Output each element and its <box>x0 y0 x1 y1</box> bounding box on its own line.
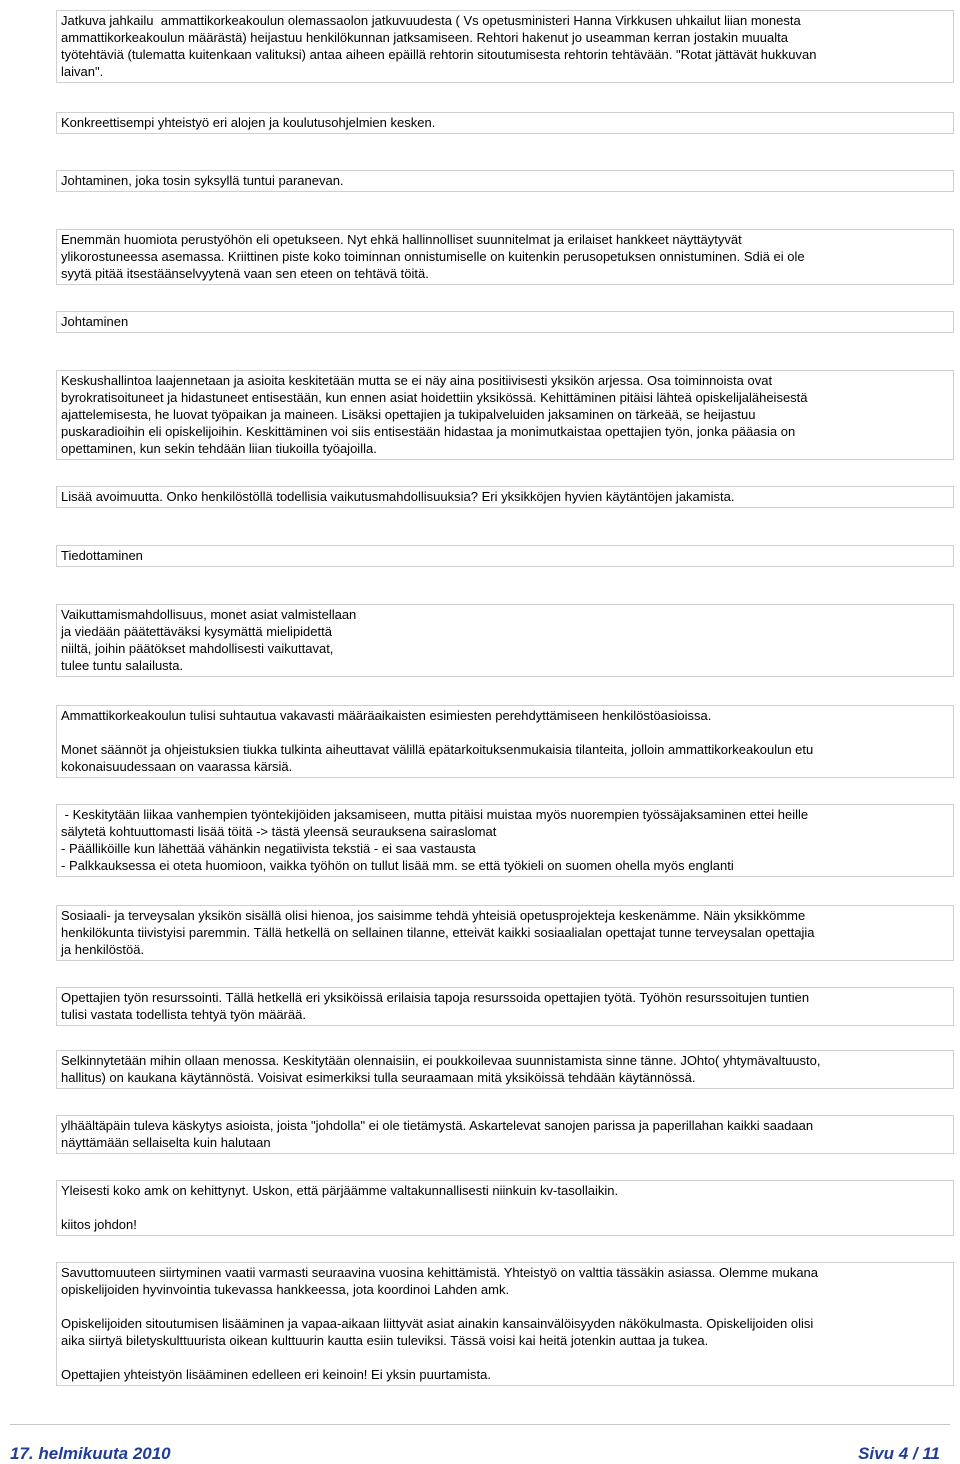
comment-line: henkilökunta tiivistyisi paremmin. Tällä hetkellä on sellainen tilanne, etteivät kaikki sosiaalialan opettajat tunne terveysalan opettajia <box>61 925 815 940</box>
comment-line: Enemmän huomiota perustyöhön eli opetukseen. Nyt ehkä hallinnolliset suunnitelmat ja erilaiset hankkeet näyttäytyvät <box>61 232 742 247</box>
comment-line: Selkinnytetään mihin ollaan menossa. Keskitytään olennaisiin, ei poukkoilevaa suunnistamista sinne tänne. JOhto( yhtymävaltuusto, <box>61 1053 821 1068</box>
comment-block <box>56 545 954 567</box>
comment-line <box>61 1298 949 1315</box>
comment-block <box>56 987 954 1026</box>
comment-line: ja viedään päätettäväksi kysymättä mielipidettä <box>61 624 332 639</box>
comment-block <box>56 1115 954 1154</box>
comment-line <box>61 1199 949 1216</box>
comment-line: Monet säännöt ja ohjeistuksien tiukka tulkinta aiheuttavat välillä epätarkoituksenmukaisia tilanteita, jolloin ammattikorkeakoulun etu <box>61 742 814 757</box>
comment-line: byrokratisoituneet ja hidastuneet entisestään, kun ennen asiat hoidettiin yksikössä. Kehittäminen pitäisi lähteä opiskelijaläheisestä <box>61 390 808 405</box>
comment-block <box>56 705 954 778</box>
comment-block <box>56 1050 954 1089</box>
comment-line: Johtaminen, joka tosin syksyllä tuntui paranevan. <box>61 173 344 188</box>
comment-block <box>56 370 954 460</box>
comment-line: ammattikorkeakoulun määrästä) heijastuu henkilökunnan jatksamiseen. Rehtori hakenut jo useamman kerran jostakin muualta <box>61 30 788 45</box>
comment-line: - Päälliköille kun lähettää vähänkin negatiivista tekstiä - ei saa vastausta <box>61 841 476 856</box>
comment-block <box>56 311 954 333</box>
comment-block <box>56 10 954 83</box>
comment-line: Ammattikorkeakoulun tulisi suhtautua vakavasti määräaikaisten esimiesten perehdyttämiseen henkilöstöasioissa. <box>61 708 712 723</box>
comment-line: niiltä, joihin päätökset mahdollisesti vaikuttavat, <box>61 641 334 656</box>
comment-line: Konkreettisempi yhteistyö eri alojen ja koulutusohjelmien kesken. <box>61 115 436 130</box>
comment-block <box>56 170 954 192</box>
comment-line: opiskelijoiden hyvinvointia tukevassa hankkeessa, jota koordinoi Lahden amk. <box>61 1282 510 1297</box>
comment-line: Lisää avoimuutta. Onko henkilöstöllä todellisia vaikutusmahdollisuuksia? Eri yksikköjen hyvien käytäntöjen jakamista. <box>61 489 735 504</box>
comment-block <box>56 486 954 508</box>
comment-line: aika siirtyä biletyskulttuurista oikean kulttuurin kautta esiin tuleviksi. Tässä voisi kai heitä jotenkin auttaa ja tukea. <box>61 1333 709 1348</box>
comment-line: tulee tuntu salailusta. <box>61 658 184 673</box>
comment-block <box>56 229 954 285</box>
comment-line: ja henkilöstöä. <box>61 942 145 957</box>
comment-block <box>56 1262 954 1386</box>
footer-date: 17. helmikuuta 2010 <box>10 1444 171 1463</box>
comment-line: kokonaisuudessaan on vaarassa kärsiä. <box>61 759 293 774</box>
comment-line: Opettajien työn resurssointi. Tällä hetkellä eri yksiköissä erilaisia tapoja resurssoida opettajien työtä. Työhön resurssoitujen tuntien <box>61 990 810 1005</box>
comment-block <box>56 604 954 677</box>
comment-line: puskaradioihin eli opiskelijoihin. Keskittäminen voi siis entisestään hidastaa ja monimutkaistaa opettajien työn, jonka pääasia on <box>61 424 796 439</box>
comment-line: laivan". <box>61 64 104 79</box>
comment-line: Opiskelijoiden sitoutumisen lisääminen ja vapaa-aikaan liittyvät asiat ainakin kansainvälöisyyden näkökulmasta. Opiskelijoiden olisi <box>61 1316 814 1331</box>
comment-line: ylhäältäpäin tuleva käskytys asioista, joista "johdolla" ei ole tietämystä. Askartelevat sanojen parissa ja paperillahan kaikki saadaan <box>61 1118 814 1133</box>
comment-line: työtehtäviä (tulematta kuitenkaan valituksi) antaa aiheen epäillä rehtorin sitoutumisesta rehtorin tehtävään. "Rotat jättävät hukkuvan <box>61 47 817 62</box>
comment-line: näyttämään sellaiselta kuin halutaan <box>61 1135 271 1150</box>
comment-line: ajattelemisesta, he luovat työpaikan ja maineen. Lisäksi opettajien ja tukipalveluiden jaksaminen on tärkeää, se heijastuu <box>61 407 756 422</box>
comment-line: tulisi vastata todellista tehtyä työn määrää. <box>61 1007 306 1022</box>
footer-divider <box>10 1424 950 1425</box>
comment-line: - Keskitytään liikaa vanhempien työntekijöiden jaksamiseen, mutta pitäisi muistaa myös nuorempien työssäjaksaminen ettei heille <box>61 807 809 822</box>
comment-line: Vaikuttamismahdollisuus, monet asiat valmistellaan <box>61 607 357 622</box>
comment-line: Opettajien yhteistyön lisääminen edelleen eri keinoin! Ei yksin puurtamista. <box>61 1367 491 1382</box>
comment-line: Tiedottaminen <box>61 548 143 563</box>
comment-block <box>56 804 954 877</box>
comment-line: ylikorostuneessa asemassa. Kriittinen piste koko toiminnan onnistumiselle on kuitenkin perusopetuksen onnistuminen. Sdiä ei ole <box>61 249 805 264</box>
comment-line: syytä pitää itsestäänselvyytenä vaan sen eteen on tehtävä töitä. <box>61 266 429 281</box>
comment-line: opettaminen, kun sekin tehdään liian tiukoilla työajoilla. <box>61 441 377 456</box>
comment-line: Johtaminen <box>61 314 129 329</box>
comment-line: Sosiaali- ja terveysalan yksikön sisällä olisi hienoa, jos saisimme tehdä yhteisiä opetusprojekteja keskenämme. Näin yksikkömme <box>61 908 806 923</box>
comment-block <box>56 905 954 961</box>
comment-line: Yleisesti koko amk on kehittynyt. Uskon, että pärjäämme valtakunnallisesti niinkuin kv-tasollaikin. <box>61 1183 619 1198</box>
comment-line: Savuttomuuteen siirtyminen vaatii varmasti seuraavina vuosina kehittämistä. Yhteistyö on valttia tässäkin asiassa. Olemme mukana <box>61 1265 819 1280</box>
comment-line: Jatkuva jahkailu ammattikorkeakoulun olemassaolon jatkuvuudesta ( Vs opetusministeri Hanna Virkkusen uhkailut liian monesta <box>61 13 801 28</box>
comment-line <box>61 1349 949 1366</box>
comment-line: kiitos johdon! <box>61 1217 137 1232</box>
comment-line: hallitus) on kaukana käytännöstä. Voisivat esimerkiksi tulla seuraamaan mitä yksiköissä tehdään käytännössä. <box>61 1070 696 1085</box>
comment-block <box>56 112 954 134</box>
comment-line: Keskushallintoa laajennetaan ja asioita keskitetään mutta se ei näy aina positiivisesti yksikön arjessa. Osa toiminnoista ovat <box>61 373 773 388</box>
comment-line <box>61 724 949 741</box>
footer-page-number: Sivu 4 / 11 <box>858 1444 940 1463</box>
comment-block <box>56 1180 954 1236</box>
comment-line: - Palkkauksessa ei oteta huomioon, vaikka työhön on tullut lisää mm. se että työkieli on suomen ohella myös englanti <box>61 858 734 873</box>
comment-line: sälytetä kohtuuttomasti lisää töitä -> tästä yleensä seurauksena sairaslomat <box>61 824 497 839</box>
